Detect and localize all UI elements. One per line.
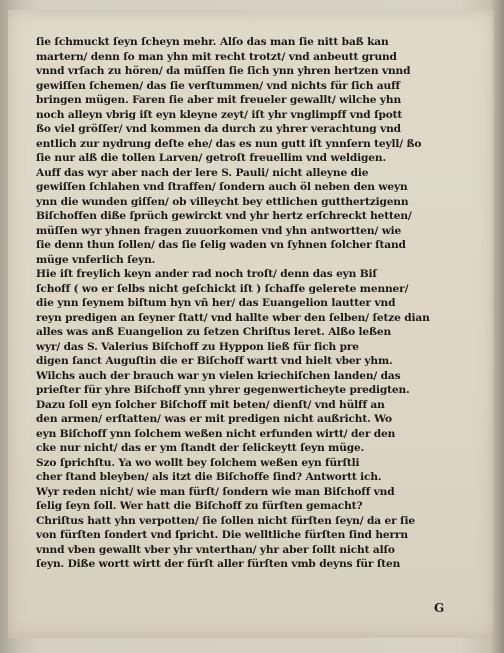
text-line: Auff das wyr aber nach der lere S. Pauli/ nicht alleyne die [36, 166, 369, 179]
text-line: reyn predigen an ſeyner ſtatt/ vnd hallte wber den ſelben/ ſetze dian [36, 311, 430, 324]
text-line: martern/ denn ſo man yhn mit recht trotzt/ vnd anbeutt grund [36, 50, 397, 63]
text-line: die ynn ſeynem biſtum hyn vñ her/ das Euangelion lautter vnd [36, 297, 396, 309]
text-line: Biſchoffen diße ſprüch gewirckt vnd yhr hertz erſchreckt hetten/ [36, 210, 412, 222]
text-line: cher ſtand bleyben/ als itzt die Biſchoffe ſind? Antwortt ich. [36, 471, 382, 483]
text-line: digen ſanct Auguſtin die er Biſchoff wartt vnd hielt vber yhm. [36, 355, 393, 367]
text-line: Wyr reden nicht/ wie man fürſt/ ſondern wie man Biſchoff vnd [36, 485, 395, 498]
text-line: vnnd vben gewallt vber yhr vnterthan/ yhr aber ſollt nicht alſo [36, 543, 395, 556]
text-line: wyr/ das S. Valerius Biſchoff zu Hyppon ließ für ſich pre [36, 340, 359, 353]
text-line: alles was anß Euangelion zu ſetzen Chriſtus leret. Alßo leßen [36, 326, 392, 338]
text-line: cke nur nicht/ das er ym ſtandt der ſelickeytt ſeyn müge. [36, 442, 365, 454]
text-line: prieſter für yhre Biſchoff ynn yhrer gegenwerticheyte predigten. [36, 384, 410, 396]
text-line: ſie ſchmuckt ſeyn ſcheyn mehr. Alſo das man ſie nitt baß kan [36, 36, 389, 48]
text-line: ſelig ſeyn ſoll. Wer hatt die Biſchoff zu fürſten gemacht? [36, 500, 363, 512]
text-line: Szo ſprichſtu. Ya wo wollt bey ſolchem weßen eyn fürſtli [36, 456, 360, 469]
signature-mark: G [434, 601, 445, 615]
text-line: Chriſtus hatt yhn verpotten/ ſie ſollen nicht fürſten ſeyn/ da er ſie [36, 514, 415, 527]
page-text [36, 35, 468, 572]
text-line: bringen mügen. Faren ſie aber mit freueler gewallt/ wilche yhn [36, 94, 402, 106]
text-line: vnnd vrſach zu hören/ da müſſen ſie ſich ynn yhren hertzen vnnd [36, 65, 411, 77]
text-line: ſchoff ( wo er ſelbs nicht geſchickt iſt ) ſchaffe gelerete menner/ [36, 282, 409, 295]
text-line: von fürſten ſondert vnd ſpricht. Die welltliche fürſten ſind herrn [36, 529, 408, 541]
book-page [8, 10, 494, 638]
text-line: noch alleyn vbrig iſt eyn kleyne zeyt/ iſt yhr vnglimpff vnd ſpott [36, 108, 403, 121]
text-line: gewiſſen ſchlahen vnd ſtraffen/ ſondern auch öl neben den weyn [36, 181, 408, 193]
text-line: ſie nur alß die tollen Larven/ getroſt freuellim vnd weldigen. [36, 152, 386, 164]
text-line: Dazu ſoll eyn ſolcher Biſchoff mit beten/ dienſt/ vnd hülff an [36, 398, 385, 411]
text-line: ßo viel gröſſer/ vnd kommen da durch zu yhrer verachtung vnd [36, 123, 401, 135]
text-line: ſie denn thun ſollen/ das ſie ſelig waden vn ſyhnen ſolcher ſtand [36, 239, 406, 251]
text-line: müſſen wyr yhnen fragen zuuorkomen vnd yhn antwortten/ wie [36, 224, 402, 237]
text-line: ſeyn. Diße wortt wirtt der fürſt aller fürſten vmb deyns für ſten [36, 558, 401, 570]
text-line: gewiſſen ſchemen/ das ſie verſtummen/ vnd nichts für ſich auff [36, 79, 400, 92]
text-line: Hie iſt freylich keyn ander rad noch troſt/ denn das eyn Biſ [36, 268, 377, 280]
text-line: den armen/ erſtatten/ was er mit predigen nicht außricht. Wo [36, 413, 392, 425]
text-line: entlich zur nydrung deſte ehe/ das es nun gutt iſt ynnſern teyll/ ßo [36, 137, 422, 150]
text-line: Wilchs auch der brauch war yn vielen kriechiſchen landen/ das [36, 369, 401, 382]
text-line: ynn die wunden giſſen/ ob villeycht bey ettlichen gutthertzigenn [36, 195, 409, 208]
text-line: eyn Biſchoff ynn ſolchem weßen nicht erfunden wirtt/ der den [36, 427, 396, 440]
page-edge-shadow [490, 0, 504, 653]
text-line: müge vnferlich ſeyn. [36, 253, 156, 266]
